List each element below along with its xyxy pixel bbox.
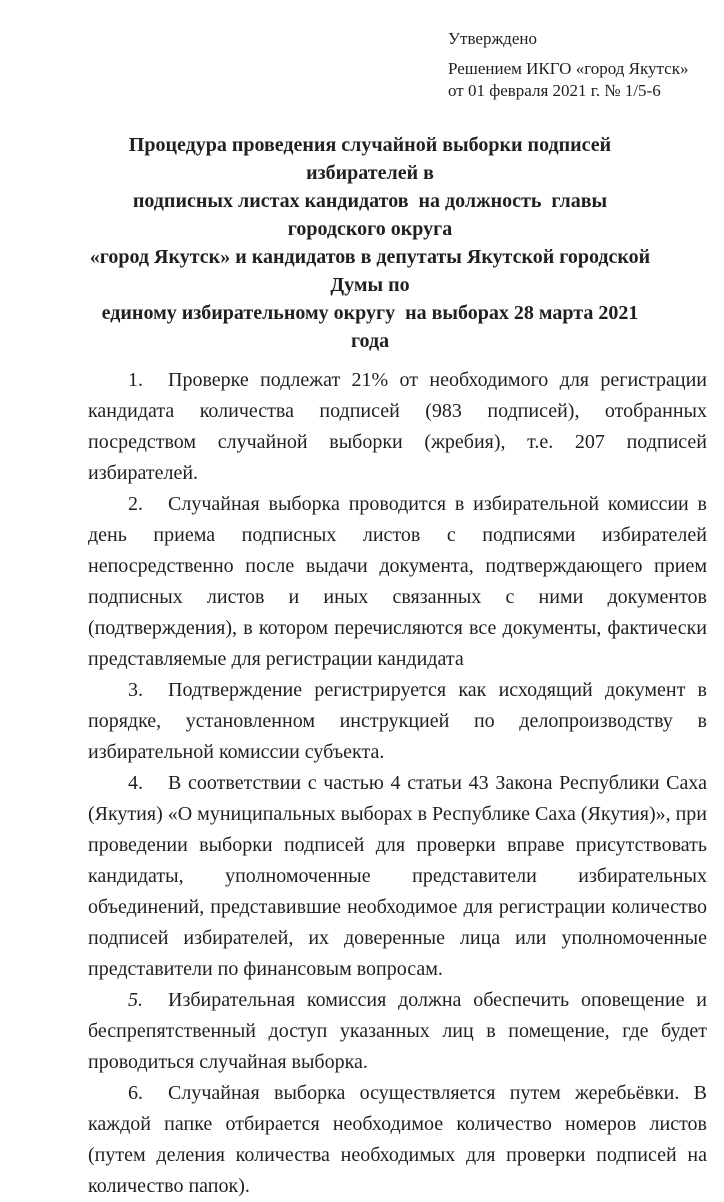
paragraph-4-number: 4. xyxy=(128,772,143,794)
paragraph-4-text: В соответствии с частью 4 статьи 43 Закона Республики Саха (Якутия) «О муниципальных выборах в Республике Саха (Якутия)», при проведении выборки подписей для проверки вправе присутствовать кандидаты, уполномоченные представители избирательных объединений, представившие необходимое для регистрации количество подписей избирателей, их доверенные лица или уполномоченные представители по финансовым вопросам. xyxy=(88,772,708,980)
title-line: подписных листах кандидатов на должность главы городского округа xyxy=(132,190,618,240)
paragraph-2 xyxy=(88,489,707,675)
document-body xyxy=(88,365,707,1202)
paragraph-5-number: 5. xyxy=(128,989,143,1011)
title-line: Процедура проведения случайной выборки подписей избирателей в xyxy=(128,134,617,184)
paragraph-3 xyxy=(88,675,707,768)
approval-status: Утверждено xyxy=(448,29,537,48)
paragraph-5-text: Избирательная комиссия должна обеспечить оповещение и беспрепятственный доступ указанных лиц в помещение, где будет проводиться случайная выборка. xyxy=(88,989,707,1073)
paragraph-6 xyxy=(88,1078,707,1202)
paragraph-6-number: 6. xyxy=(128,1082,143,1104)
paragraph-6-text: Случайная выборка осуществляется путем жеребьёвки. В каждой папке отбирается необходимое количество номеров листов (путем деления количества необходимых для проверки подписей на количество папок). xyxy=(88,1082,707,1197)
paragraph-1-number: 1. xyxy=(128,369,143,391)
approval-stamp xyxy=(448,28,707,102)
document-title xyxy=(88,131,656,355)
approval-resolution-line: Решением ИКГО «город Якутск» xyxy=(448,59,689,78)
paragraph-1-text: Проверке подлежат 21% от необходимого для регистрации кандидата количества подписей (983 подписей), отобранных посредством случайной выборки (жребия), т.е. 207 подписей избирателей. xyxy=(88,369,707,484)
paragraph-3-number: 3. xyxy=(128,679,143,701)
paragraph-2-number: 2. xyxy=(128,493,143,515)
title-line: «город Якутск» и кандидатов в депутаты Якутской городской Думы по xyxy=(89,246,656,296)
paragraph-3-text: Подтверждение регистрируется как исходящий документ в порядке, установленном инструкцией по делопроизводству в избирательной комиссии субъекта. xyxy=(88,679,707,763)
paragraph-5 xyxy=(88,985,707,1078)
title-line: единому избирательному округу на выборах 28 марта 2021 года xyxy=(101,302,644,352)
paragraph-4 xyxy=(88,768,707,985)
approval-date-number: от 01 февраля 2021 г. № 1/5-6 xyxy=(448,81,661,100)
paragraph-2-text: Случайная выборка проводится в избирательной комиссии в день приема подписных листов с подписями избирателей непосредственно после выдачи документа, подтверждающего прием подписных листов и иных связанных с ними документов (подтверждения), в котором перечисляются все документы, фактически представляемые для регистрации кандидата xyxy=(88,493,707,670)
approval-resolution xyxy=(448,58,707,102)
paragraph-1 xyxy=(88,365,707,489)
